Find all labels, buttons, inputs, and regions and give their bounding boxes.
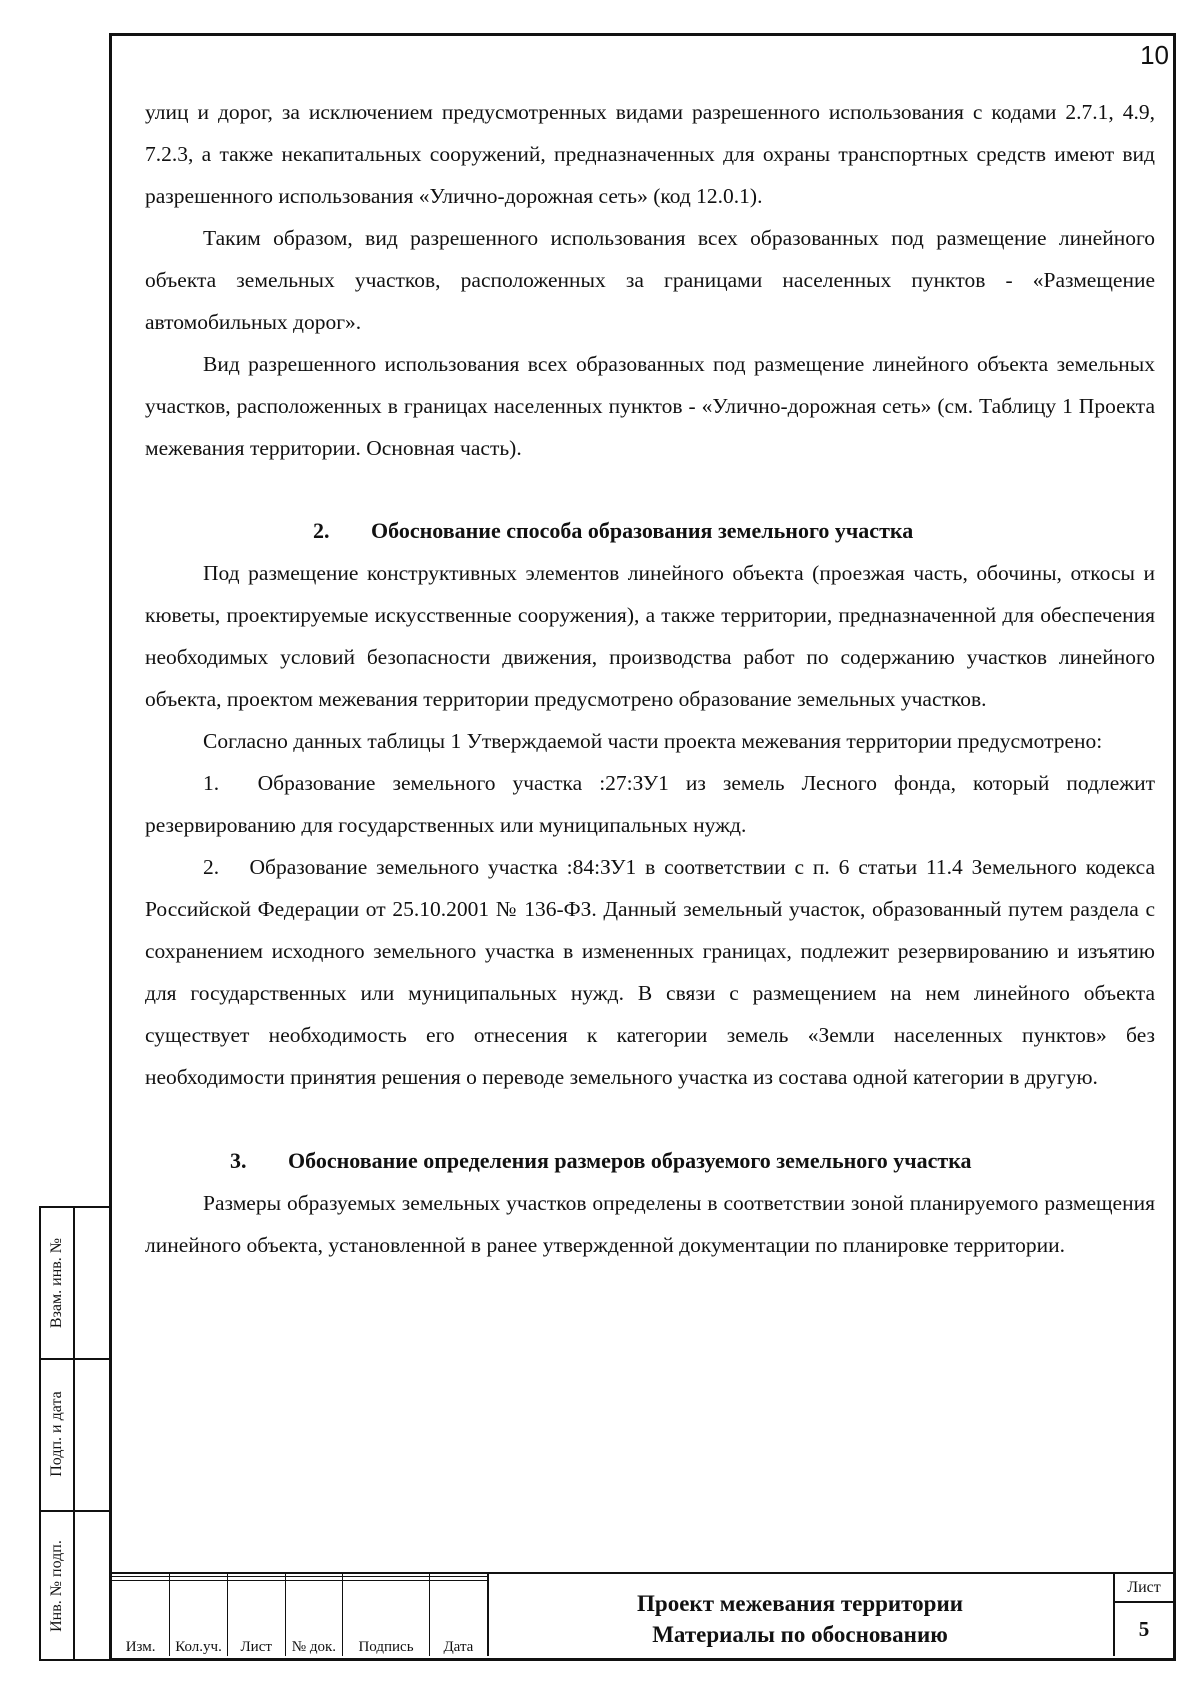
side-stamp-inv-cell	[41, 1510, 109, 1661]
revision-grid	[112, 1574, 489, 1656]
side-stamp-podp-label: Подп. и дата	[48, 1391, 65, 1477]
side-stamp-inv-label: Инв. № подп.	[48, 1539, 65, 1632]
title-line-1: Проект межевания территории	[637, 1591, 963, 1616]
section-3-number: 3.	[230, 1148, 247, 1173]
title-line-2: Материалы по обоснованию	[652, 1622, 948, 1647]
document-body	[145, 91, 1155, 1266]
col-izm: Изм.	[112, 1580, 170, 1656]
col-n-dok: № док.	[285, 1580, 343, 1656]
side-stamp-vzam-cell	[41, 1208, 109, 1360]
sheet-number: 5	[1138, 1617, 1150, 1641]
section-3-title: Обоснование определения размеров образуемого земельного участка	[288, 1148, 972, 1173]
section-3-paragraph-1: Размеры образуемых земельных участков определены в соответствии зоной планируемого размещения линейного объекта, установленной в ранее утвержденной документации по планировке территории.	[145, 1191, 1155, 1257]
col-podpis: Подпись	[343, 1580, 430, 1656]
col-list: Лист	[227, 1580, 285, 1656]
col-data: Дата	[443, 1639, 474, 1655]
section-2-number: 2.	[313, 518, 330, 543]
title-block	[112, 1572, 1173, 1658]
section-2-list-item-1: 1. Образование земельного участка :27:ЗУ1 из земель Лесного фонда, который подлежит резервированию для государственных или муниципальных нужд.	[145, 771, 1155, 837]
intro-paragraph-3: Вид разрешенного использования всех образованных под размещение линейного объекта земельных участков, расположенных в границах населенных пунктов - «Улично-дорожная сеть» (см. Таблицу 1 Проекта межевания территории. Основная часть).	[145, 352, 1155, 460]
section-2-paragraph-1: Под размещение конструктивных элементов линейного объекта (проезжая часть, обочины, откосы и кюветы, проектируемые искусственные сооружения), а также территории, предназначенной для обеспечения необходимых условий безопасности движения, производства работ по содержанию участков линейного объекта, проектом межевания территории предусмотрено образование земельных участков.	[145, 561, 1155, 711]
section-2-title: Обоснование способа образования земельного участка	[371, 518, 914, 543]
col-kol-uch: Кол.уч.	[170, 1580, 228, 1656]
section-3-heading	[145, 1140, 1155, 1182]
section-2-heading	[145, 510, 1155, 552]
side-stamp-vzam-label: Взам. инв. №	[48, 1237, 65, 1329]
intro-paragraph-1: улиц и дорог, за исключением предусмотренных видами разрешенного использования с кодами 2.7.1, 4.9, 7.2.3, а также некапитальных сооружений, предназначенных для охраны транспортных средств имеют вид разрешенного использования «Улично-дорожная сеть» (код 12.0.1).	[145, 100, 1155, 208]
title-block-title	[487, 1574, 1113, 1656]
section-2-paragraph-2: Согласно данных таблицы 1 Утверждаемой части проекта межевания территории предусмотрено:	[203, 729, 1103, 753]
sheet-label: Лист	[1115, 1574, 1173, 1603]
sheet-box	[1113, 1574, 1173, 1656]
side-stamp	[39, 1206, 109, 1661]
page-number: 10	[1140, 40, 1169, 70]
page-frame	[109, 33, 1176, 1661]
section-2-list-item-2: 2. Образование земельного участка :84:ЗУ1 в соответствии с п. 6 статьи 11.4 Земельного кодекса Российской Федерации от 25.10.2001 № 136-ФЗ. Данный земельный участок, образованный путем раздела с сохранением исходного земельного участка в измененных границах, подлежит резервированию и изъятию для государственных или муниципальных нужд. В связи с размещением на нем линейного объекта существует необходимость его отнесения к категории земель «Земли населенных пунктов» без необходимости принятия решения о переводе земельного участка из состава одной категории в другую.	[145, 855, 1155, 1089]
side-stamp-podp-cell	[41, 1358, 109, 1512]
intro-paragraph-2: Таким образом, вид разрешенного использования всех образованных под размещение линейного объекта земельных участков, расположенных за границами населенных пунктов - «Размещение автомобильных дорог».	[145, 226, 1155, 334]
